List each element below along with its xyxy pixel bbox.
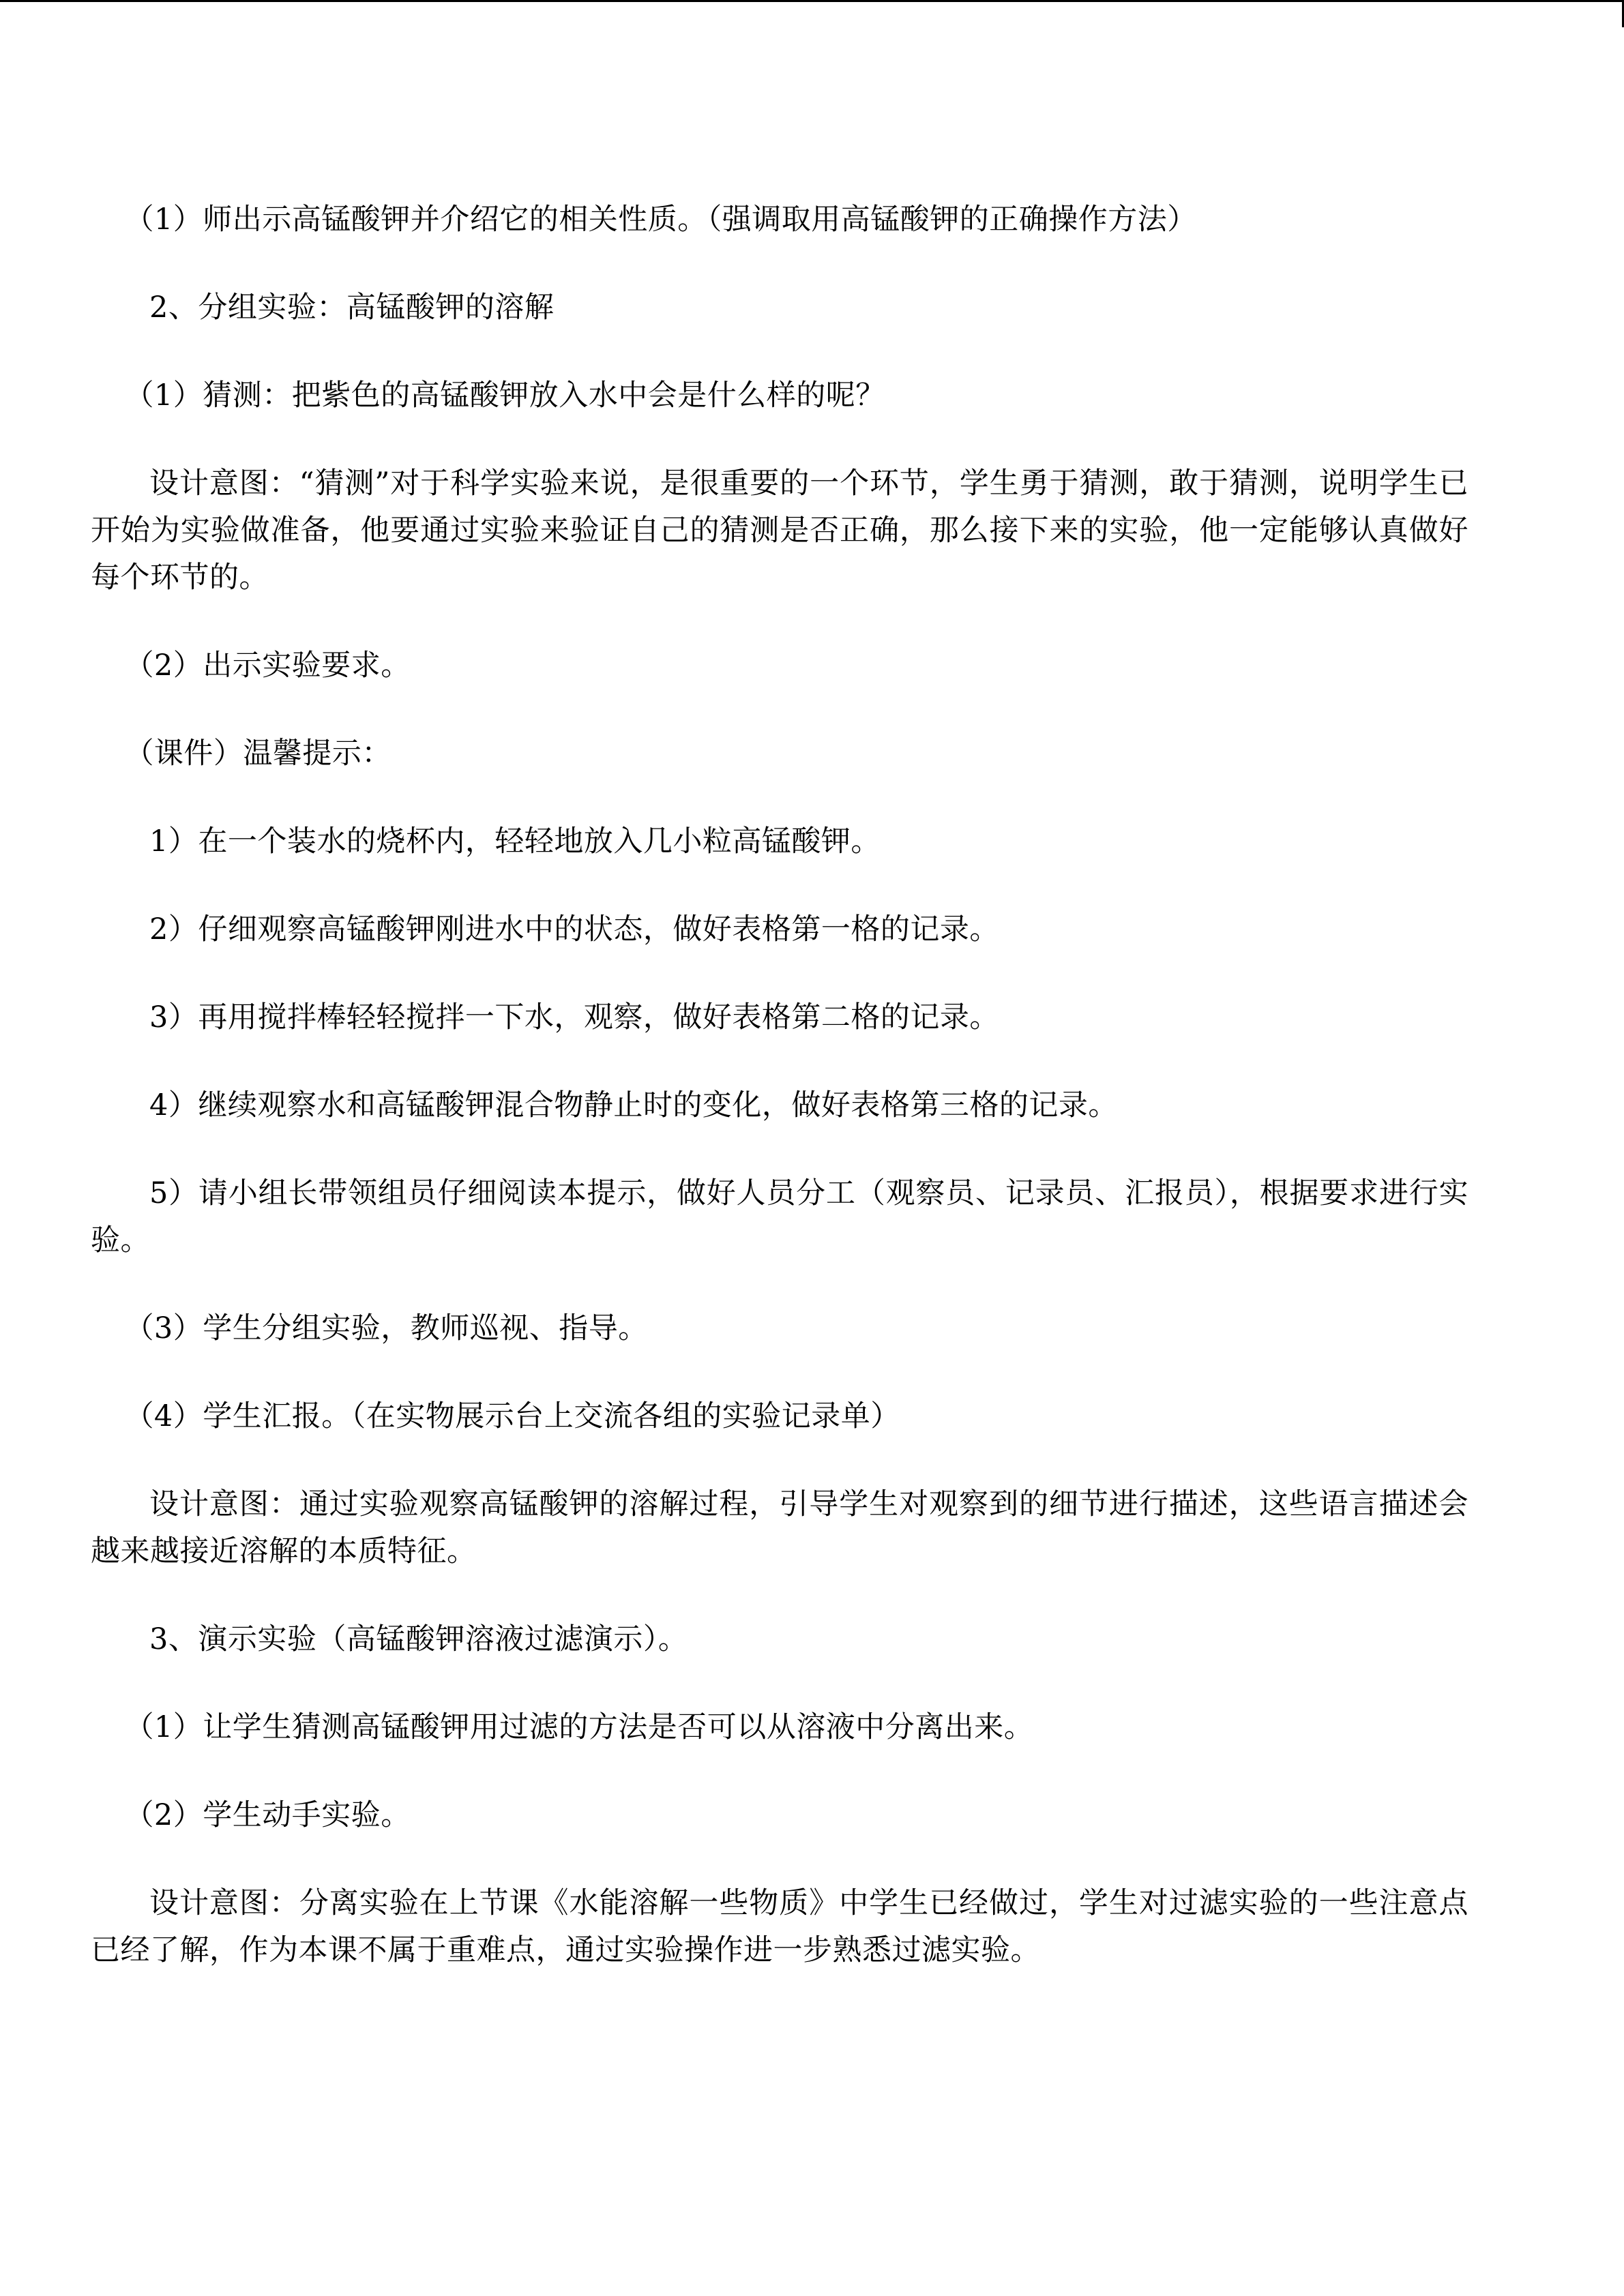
- paragraph-courseware-tips: （课件）温馨提示：: [124, 736, 392, 771]
- paragraph-design-intent-guess: 设计意图：“猜测”对于科学实验来说，是很重要的一个环节，学生勇于猜测，敢于猜测，说明学生已开始为实验做准备，他要通过实验来验证自己的猜测是否正确，那么接下来的实验，他一定能够认真做好每个环节的。: [91, 466, 1468, 595]
- paragraph-step-2-requirements: （2）出示实验要求。: [124, 648, 411, 683]
- paragraph-step-2-hands-on: （2）学生动手实验。: [124, 1798, 411, 1832]
- document-body: [91, 196, 1468, 2015]
- top-border-line: [0, 0, 1624, 2]
- paragraph-tip-3: 3）再用搅拌棒轻轻搅拌一下水，观察，做好表格第二格的记录。: [149, 1000, 999, 1034]
- paragraph-tip-4: 4）继续观察水和高锰酸钾混合物静止时的变化，做好表格第三格的记录。: [149, 1088, 1118, 1122]
- paragraph-tip-5: 5）请小组长带领组员仔细阅读本提示，做好人员分工（观察员、记录员、汇报员），根据要求进行实验。: [91, 1176, 1468, 1257]
- paragraph-section-3-demonstration: 3、演示实验（高锰酸钾溶液过滤演示）。: [149, 1622, 688, 1656]
- paragraph-section-2-group-experiment: 2、分组实验：高锰酸钾的溶解: [149, 290, 555, 325]
- paragraph-step-1-guess: （1）猜测：把紫色的高锰酸钾放入水中会是什么样的呢？: [124, 378, 885, 413]
- paragraph-step-1-filter-guess: （1）让学生猜测高锰酸钾用过滤的方法是否可以从溶液中分离出来。: [124, 1710, 1034, 1744]
- paragraph-tip-2: 2）仔细观察高锰酸钾刚进水中的状态，做好表格第一格的记录。: [149, 912, 999, 946]
- paragraph-tip-1: 1）在一个装水的烧杯内，轻轻地放入几小粒高锰酸钾。: [149, 824, 881, 859]
- paragraph-design-intent-dissolving: 设计意图：通过实验观察高锰酸钾的溶解过程，引导学生对观察到的细节进行描述，这些语言描述会越来越接近溶解的本质特征。: [91, 1487, 1468, 1568]
- paragraph-step-4-report: （4）学生汇报。（在实物展示台上交流各组的实验记录单）: [124, 1399, 900, 1433]
- paragraph-design-intent-separation: 设计意图：分离实验在上节课《水能溶解一些物质》中学生已经做过，学生对过滤实验的一些注意点已经了解，作为本课不属于重难点，通过实验操作进一步熟悉过滤实验。: [91, 1886, 1468, 1967]
- paragraph-step-3-group-work: （3）学生分组实验，教师巡视、指导。: [124, 1311, 648, 1345]
- paragraph-step-1-show-potassium-permanganate: （1）师出示高锰酸钾并介绍它的相关性质。（强调取用高锰酸钾的正确操作方法）: [124, 203, 1197, 237]
